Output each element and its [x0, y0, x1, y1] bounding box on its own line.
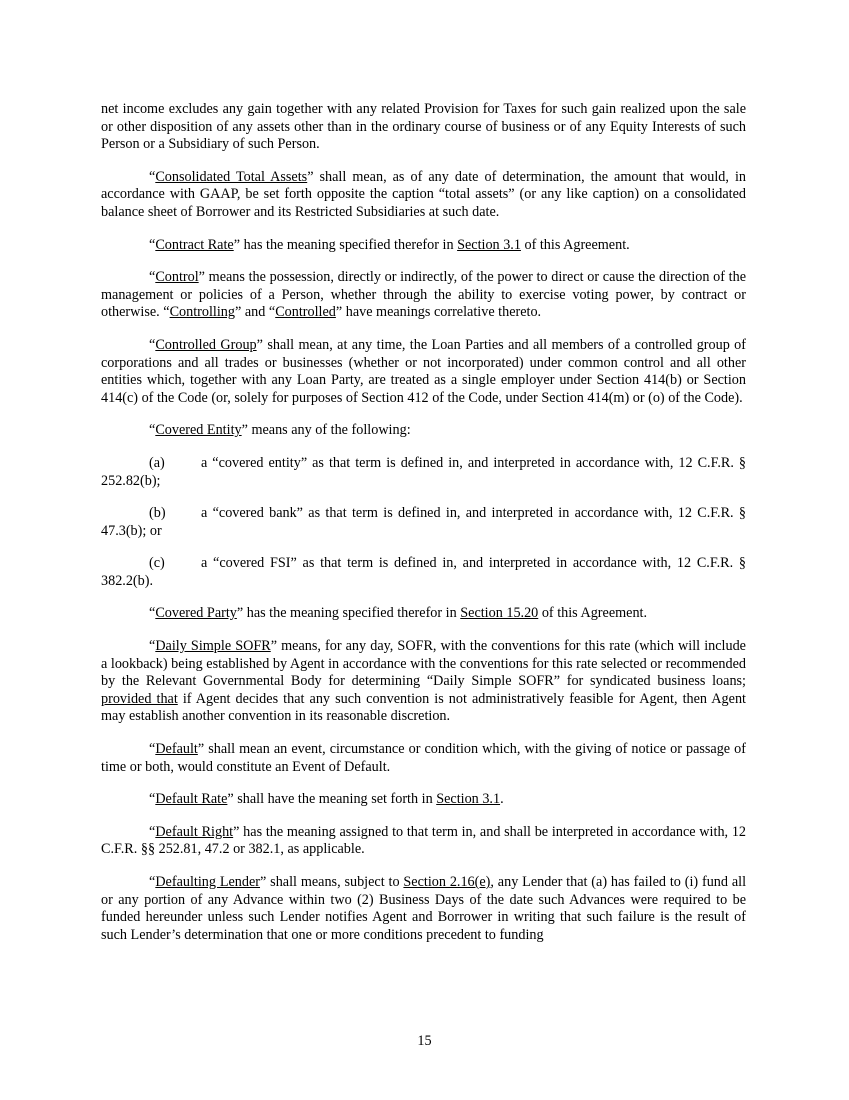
section-reference: Section 15.20 — [460, 605, 539, 622]
page-number: 15 — [417, 1033, 432, 1049]
defined-term: Default — [155, 741, 198, 758]
list-item-label: (c) — [149, 555, 165, 572]
list-item-label: (b) — [149, 505, 166, 522]
definition-controlled-group: “Controlled Group” shall mean, at any time, the Loan Parties and all members of a controlled group of corporations and all trades or businesses (whether or not incorporated) under common control and all other entities which, together with any Loan Party, are treated as a single employer under Section 414(b) or Section 414(c) of the Code (or, solely for purposes of Section 412 of the Code, under Section 414(m) or (o) of the Code). — [101, 336, 747, 406]
defined-term: Covered Entity — [155, 422, 242, 439]
section-reference: Section 3.1 — [457, 236, 521, 253]
defined-term: Controlling — [169, 304, 235, 321]
paragraph-net-income: net income excludes any gain together with any related Provision for Taxes for such gain realized upon the sale or other disposition of any assets other than in the ordinary course of business or of any Equity Interests of such Person or a Subsidiary of such Person. — [101, 101, 746, 153]
definition-covered-party: “Covered Party” has the meaning specified therefor in Section 15.20 of this Agreement. — [149, 605, 648, 622]
definition-contract-rate: “Contract Rate” has the meaning specified therefor in Section 3.1 of this Agreement. — [149, 236, 630, 253]
proviso-phrase: provided that — [101, 690, 178, 707]
definition-covered-entity: “Covered Entity” means any of the following: — [149, 422, 411, 439]
defined-term: Controlled — [275, 304, 336, 321]
list-item-covered-entity-b: (b) a “covered bank” as that term is defined in, and interpreted in accordance with, 12 C.F.R. § 47.3(b); or — [101, 505, 746, 539]
definition-defaulting-lender: “Defaulting Lender” shall means, subject to Section 2.16(e), any Lender that (a) has failed to (i) fund all or any portion of any Advance within two (2) Business Days of the date such Advances were required to be funded hereunder unless such Lender notifies Agent and Borrower in writing that such failure is the result of such Lender’s determination that one or more conditions precedent to funding — [101, 874, 747, 943]
definition-default-right: “Default Right” has the meaning assigned to that term in, and shall be interpreted in accordance with, 12 C.F.R. §§ 252.81, 47.2 or 382.1, as applicable. — [101, 823, 747, 858]
defined-term: Defaulting Lender — [155, 874, 261, 890]
list-item-covered-entity-a: (a) a “covered entity” as that term is defined in, and interpreted in accordance with, 12 C.F.R. § 252.82(b); — [101, 454, 746, 489]
definition-default-rate: “Default Rate” shall have the meaning set forth in Section 3.1. — [149, 791, 504, 808]
defined-term: Covered Party — [155, 605, 237, 622]
list-item-label: (a) — [149, 454, 165, 471]
defined-term: Default Rate — [155, 791, 228, 808]
definition-daily-simple-sofr: “Daily Simple SOFR” means, for any day, SOFR, with the conventions for this rate (which will include a lookback) being established by Agent in accordance with the conventions for this rate selected or recommended by the Relevant Governmental Body for determining “Daily Simple SOFR” for syndicated business loans; provided that if Agent decides that any such convention is not administratively feasible for Agent, then Agent may establish another convention in its reasonable discretion. — [101, 638, 746, 725]
defined-term: Contract Rate — [155, 236, 234, 253]
definition-control: “Control” means the possession, directly or indirectly, of the power to direct or cause the direction of the management or policies of a Person, whether through the ability to exercise voting power, by contract or otherwise. “Controlling” and “Controlled” have meanings correlative thereto. — [101, 269, 746, 321]
list-item-covered-entity-c: (c) a “covered FSI” as that term is defined in, and interpreted in accordance with, 12 C.F.R. § 382.2(b). — [101, 555, 746, 589]
defined-term: Default Right — [155, 823, 234, 840]
defined-term: Consolidated Total Assets — [155, 168, 308, 185]
defined-term: Control — [155, 269, 199, 286]
defined-term: Controlled Group — [155, 336, 257, 353]
section-reference: Section 2.16(e) — [403, 874, 491, 890]
definition-default: “Default” shall mean an event, circumstance or condition which, with the giving of notice or passage of time or both, would constitute an Event of Default. — [101, 741, 746, 775]
section-reference: Section 3.1 — [436, 791, 501, 808]
definition-consolidated-total-assets: “Consolidated Total Assets” shall mean, as of any date of determination, the amount that would, in accordance with GAAP, be set forth opposite the caption “total assets” (or any like caption) on a consolidated balance sheet of Borrower and its Restricted Subsidiaries at such date. — [101, 168, 746, 220]
defined-term: Daily Simple SOFR — [155, 638, 271, 655]
